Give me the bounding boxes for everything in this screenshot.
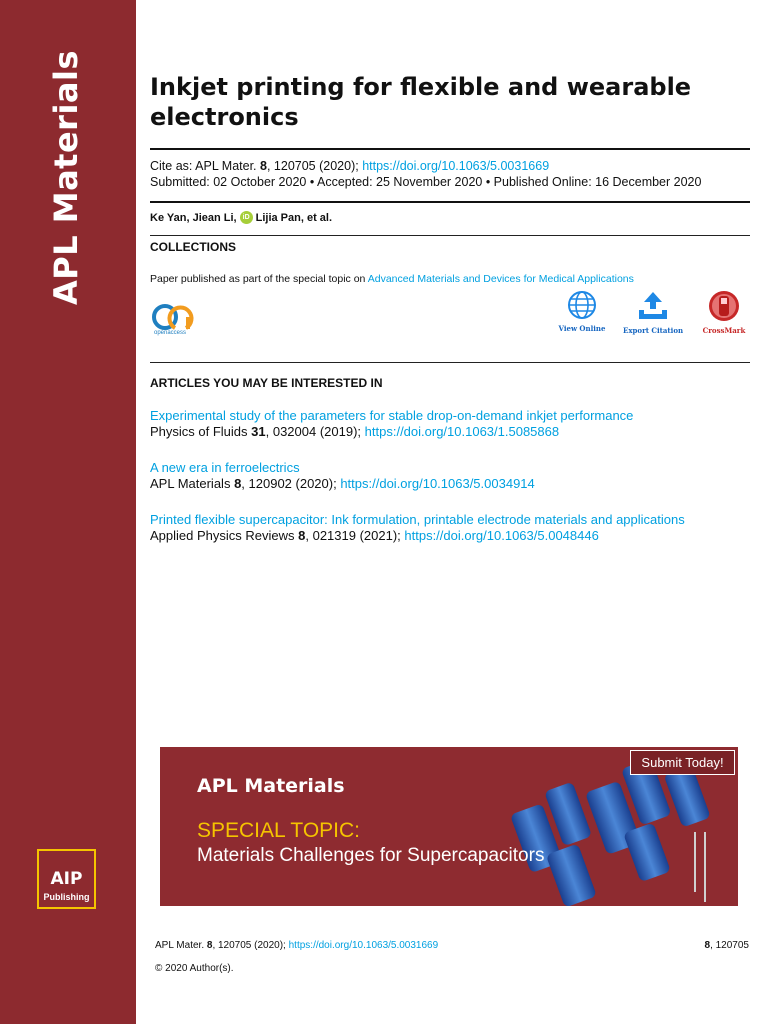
ref-volume: 8 <box>234 476 242 491</box>
banner-special-topic: SPECIAL TOPIC: <box>197 819 361 842</box>
ref-rest: , 032004 (2019); <box>265 424 365 439</box>
cite-prefix: Cite as: APL Mater. <box>150 159 261 173</box>
ref-volume: 8 <box>298 528 306 543</box>
divider <box>150 362 750 363</box>
footer-volume: 8 <box>206 940 213 951</box>
publishing-logo-text: Publishing <box>43 892 90 902</box>
footer-page-volume: 8 <box>704 940 711 951</box>
footer-copyright: © 2020 Author(s). <box>155 963 234 974</box>
ref-journal: Applied Physics Reviews <box>150 528 299 543</box>
author-list <box>150 211 332 224</box>
export-citation-label: Export Citation <box>623 326 684 335</box>
related-article-reference <box>150 476 750 492</box>
banner-journal-name: APL Materials <box>197 775 345 797</box>
journal-name-vertical: APL Materials <box>47 49 85 305</box>
crossmark-label: CrossMark <box>702 326 746 335</box>
journal-side-band <box>0 0 136 1024</box>
view-online-button[interactable] <box>552 290 612 333</box>
publication-dates: Submitted: 02 October 2020 • Accepted: 25 November 2020 • Published Online: 16 December 2020 <box>150 175 702 189</box>
special-topic-line <box>150 273 634 285</box>
special-topic-banner[interactable] <box>160 747 738 906</box>
capacitors-illustration <box>460 762 738 906</box>
citation-line <box>150 158 549 174</box>
open-access-icon <box>151 302 197 332</box>
aip-logo-text: AIP <box>50 869 83 889</box>
divider <box>150 235 750 236</box>
banner-subtitle: Materials Challenges for Supercapacitors <box>197 845 545 866</box>
open-access-logo <box>151 302 197 340</box>
footer-doi-link[interactable]: https://doi.org/10.1063/5.0031669 <box>288 940 439 951</box>
related-article-doi-link[interactable]: https://doi.org/10.1063/5.0034914 <box>340 476 535 491</box>
footer-citation <box>155 940 438 951</box>
divider <box>150 148 750 150</box>
related-article-title[interactable]: Experimental study of the parameters for stable drop-on-demand inkjet performance <box>150 408 634 423</box>
footer-page-rest: , 120705 <box>710 940 749 951</box>
footer-page-number <box>705 940 750 951</box>
export-citation-button[interactable] <box>623 290 683 335</box>
orcid-icon[interactable]: iD <box>240 211 253 224</box>
submit-today-button[interactable]: Submit Today! <box>630 750 735 775</box>
special-topic-prefix: Paper published as part of the special topic on <box>150 273 368 285</box>
ref-journal: APL Materials <box>150 476 235 491</box>
view-online-label: View Online <box>558 324 606 333</box>
collections-heading: COLLECTIONS <box>150 240 236 254</box>
divider <box>150 201 750 203</box>
footer-cite-prefix: APL Mater. <box>155 940 207 951</box>
related-article <box>150 512 710 544</box>
authors-part-b[interactable]: Lijia Pan, et al. <box>255 211 333 224</box>
related-article-title[interactable]: A new era in ferroelectrics <box>150 460 300 475</box>
related-article-doi-link[interactable]: https://doi.org/10.1063/5.0048446 <box>404 528 599 543</box>
globe-icon <box>567 290 597 320</box>
related-article-reference <box>150 528 710 544</box>
aip-publishing-logo[interactable] <box>37 849 96 909</box>
ref-volume: 31 <box>251 424 266 439</box>
open-access-label: openaccess <box>154 330 187 336</box>
export-icon <box>636 290 670 322</box>
footer-cite-rest: , 120705 (2020); <box>212 940 289 951</box>
related-article <box>150 408 750 440</box>
cite-volume: 8 <box>260 159 267 173</box>
ref-rest: , 021319 (2021); <box>305 528 405 543</box>
related-article-title[interactable]: Printed flexible supercapacitor: Ink formulation, printable electrode materials and applications <box>150 512 685 527</box>
article-title: Inkjet printing for flexible and wearable electronics <box>150 73 692 131</box>
related-articles-heading: ARTICLES YOU MAY BE INTERESTED IN <box>150 376 383 390</box>
authors-part-a[interactable]: Ke Yan, Jiean Li, <box>150 211 237 224</box>
special-topic-link[interactable]: Advanced Materials and Devices for Medical Applications <box>367 273 634 285</box>
crossmark-icon <box>707 290 741 322</box>
cite-rest: , 120705 (2020); <box>266 159 363 173</box>
ref-rest: , 120902 (2020); <box>241 476 341 491</box>
related-article <box>150 460 750 492</box>
crossmark-button[interactable] <box>694 290 754 335</box>
related-article-doi-link[interactable]: https://doi.org/10.1063/1.5085868 <box>364 424 560 439</box>
related-article-reference <box>150 424 750 440</box>
ref-journal: Physics of Fluids <box>150 424 252 439</box>
article-doi-link[interactable]: https://doi.org/10.1063/5.0031669 <box>362 159 550 173</box>
